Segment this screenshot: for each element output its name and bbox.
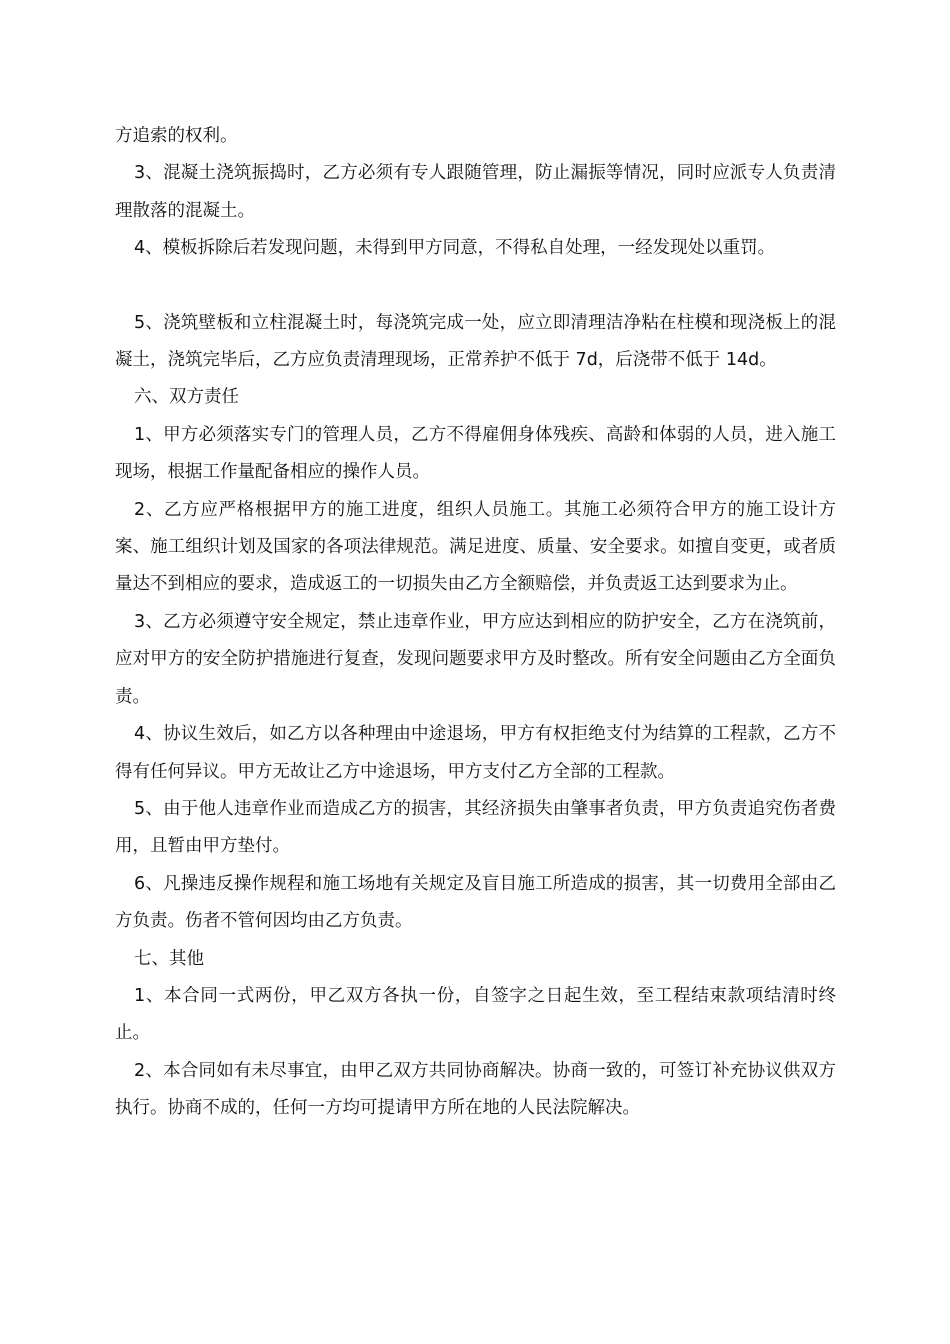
paragraph-clause-3: 3、混凝土浇筑振捣时，乙方必须有专人跟随管理，防止漏振等情况，同时应派专人负责清理散落的混凝土。 bbox=[115, 163, 836, 221]
blank-line bbox=[115, 268, 836, 305]
paragraph-responsibility-3: 3、乙方必须遵守安全规定，禁止违章作业，甲方应达到相应的防护安全，乙方在浇筑前，应对甲方的安全防护措施进行复查，发现问题要求甲方及时整改。所有安全问题由乙方全面负责。 bbox=[115, 611, 836, 707]
paragraph-responsibility-2: 2、乙方应严格根据甲方的施工进度，组织人员施工。其施工必须符合甲方的施工设计方案、施工组织计划及国家的各项法律规范。满足进度、质量、安全要求。如擅自变更，或者质量达不到相应的要求，造成返工的一切损失由乙方全额赔偿，并负责返工达到要求为止。 bbox=[115, 499, 836, 595]
paragraph-responsibility-1: 1、甲方必须落实专门的管理人员，乙方不得雇佣身体残疾、高龄和体弱的人员，进入施工现场，根据工作量配备相应的操作人员。 bbox=[115, 424, 836, 483]
section-heading-responsibilities: 六、双方责任 bbox=[134, 387, 239, 408]
paragraph-other-2: 2、本合同如有未尽事宜，由甲乙双方共同协商解决。协商一致的，可签订补充协议供双方执行。协商不成的，任何一方均可提请甲方所在地的人民法院解决。 bbox=[115, 1060, 836, 1119]
section-heading-other: 七、其他 bbox=[134, 948, 204, 969]
paragraph-continuation: 方追索的权利。 bbox=[115, 126, 238, 146]
paragraph-responsibility-6: 6、凡操违反操作规程和施工场地有关规定及盲目施工所造成的损害，其一切费用全部由乙方负责。伤者不管何因均由乙方负责。 bbox=[115, 873, 836, 932]
paragraph-responsibility-4: 4、协议生效后，如乙方以各种理由中途退场，甲方有权拒绝支付为结算的工程款，乙方不得有任何异议。甲方无故让乙方中途退场，甲方支付乙方全部的工程款。 bbox=[115, 724, 836, 782]
paragraph-responsibility-5: 5、由于他人违章作业而造成乙方的损害，其经济损失由肇事者负责，甲方负责追究伤者费用，且暂由甲方垫付。 bbox=[115, 798, 836, 857]
paragraph-clause-4: 4、模板拆除后若发现问题，未得到甲方同意，不得私自处理，一经发现处以重罚。 bbox=[134, 238, 776, 259]
paragraph-clause-5: 5、浇筑壁板和立柱混凝土时，每浇筑完成一处，应立即清理洁净粘在柱模和现浇板上的混凝土，浇筑完毕后，乙方应负责清理现场，正常养护不低于 7d，后浇带不低于 14d。 bbox=[115, 312, 836, 371]
paragraph-other-1: 1、本合同一式两份，甲乙双方各执一份，自签字之日起生效，至工程结束款项结清时终止。 bbox=[115, 985, 836, 1044]
